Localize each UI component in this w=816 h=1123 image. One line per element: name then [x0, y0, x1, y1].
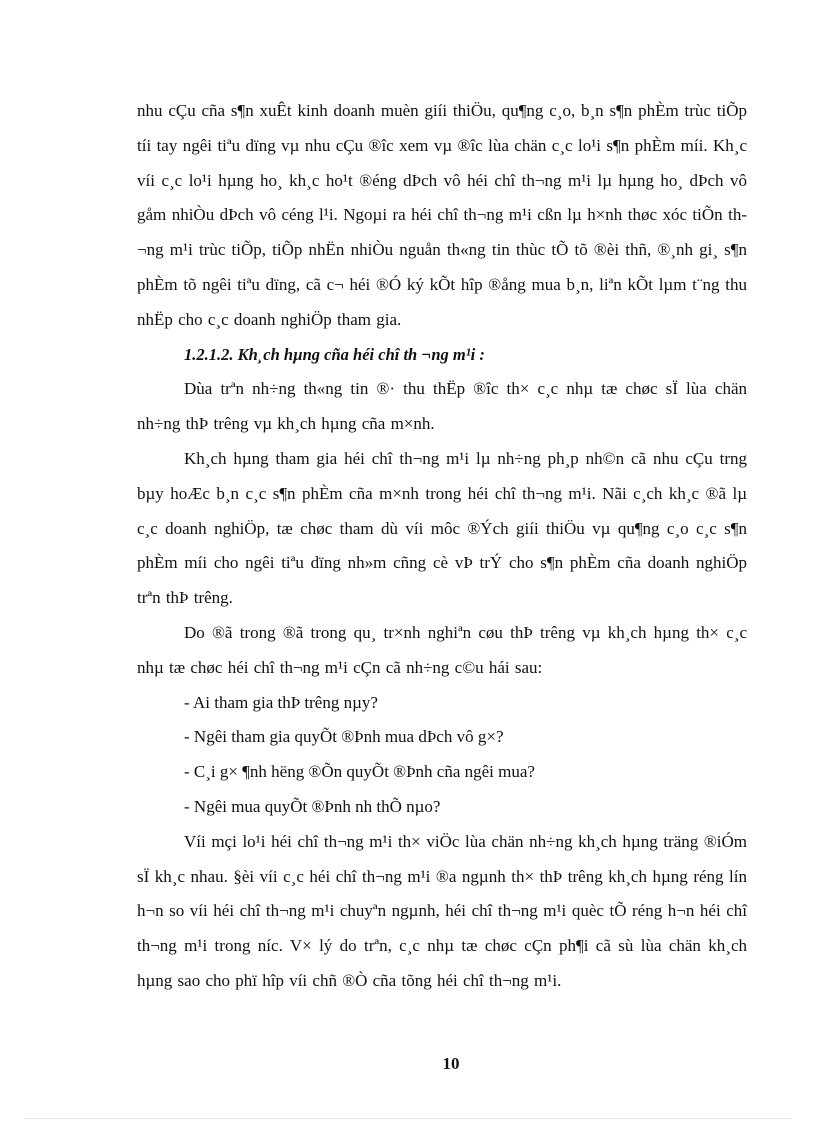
paragraph-target-customers: Víi mçi lo¹i héi chî th¬ng m¹i th× viÖc lùa chän nh÷ng kh¸ch hµng träng ®iÓm sÏ kh¸c nhau. §èi víi c¸c héi chî th¬ng m¹i ®a ngµnh th× thÞ trêng kh¸ch hµng réng lín h¬n so víi héi chî th¬ng m¹i chuyªn ngµnh, héi chî th¬ng m¹i quèc tÕ réng h¬n héi chî th¬ng m¹i trong níc. V× lý do trªn, c¸c nhµ tæ chøc cÇn ph¶i cã sù lùa chän kh¸ch hµng sao cho phï hîp víi chñ ®Ò cña tõng héi chî th¬ng m¹i. [137, 831, 747, 990]
question-item: - Ngêi mua quyÕt ®Þnh nh thÕ nµo? [184, 796, 441, 816]
question-item: - C¸i g× ¶nh hëng ®Õn quyÕt ®Þnh cña ngêi mua? [184, 762, 535, 782]
page-number: 10 [442, 1054, 460, 1073]
paragraph-market-selection: Dùa trªn nh÷ng th«ng tin ®· thu thËp ®îc th× c¸c nhµ tæ chøc sÏ lùa chän nh÷ng thÞ trêng vµ kh¸ch hµng cña m×nh. [137, 379, 747, 434]
paragraph-intro: nhu cÇu cña s¶n xuÊt kinh doanh muèn giíi thiÖu, qu¶ng c¸o, b¸n s¶n phÈm trùc tiÕp tíi tay ngêi tiªu dïng vµ nhu cÇu ®îc xem vµ ®îc lùa chän c¸c lo¹i s¶n phÈm míi. Kh¸c víi c¸c lo¹i hµng ho¸ kh¸c ho¹t ®éng dÞch vô héi chî th¬ng m¹i lµ hµng ho¸ dÞch vô gåm nhiÒu dÞch vô céng l¹i. Ngoµi ra héi chî th¬ng m¹i cßn lµ h×nh thøc xóc tiÕn th¬ng m¹i trùc tiÕp, tiÕp nhËn nhiÒu nguån th«ng tin thùc tÕ tõ ®èi thñ, ®¸nh gi¸ s¶n phÈm tõ ngêi tiªu dïng, cã c¬ héi ®Ó ký kÕt hîp ®ång mua b¸n, liªn kÕt lµm t¨ng thu nhËp cho c¸c doanh nghiÖp tham gia. [137, 101, 747, 329]
page-bottom-divider [24, 1118, 792, 1119]
question-item: - Ai tham gia thÞ trêng nµy? [184, 692, 378, 712]
document-body [137, 94, 747, 999]
paragraph-customer-definition: Kh¸ch hµng tham gia héi chî th¬ng m¹i lµ nh÷ng ph¸p nh©n cã nhu cÇu trng bµy hoÆc b¸n c¸c s¶n phÈm cña m×nh trong héi chî th¬ng m¹i. Nãi c¸ch kh¸c ®ã lµ c¸c doanh nghiÖp, tæ chøc tham dù víi môc ®Ých giíi thiÖu vµ qu¶ng c¸o c¸c s¶n phÈm míi cho ngêi tiªu dïng nh»m cñng cè vÞ trÝ cho s¶n phÈm cña doanh nghiÖp trªn thÞ trêng. [137, 448, 747, 608]
question-item: - Ngêi tham gia quyÕt ®Þnh mua dÞch vô g×? [184, 727, 504, 747]
section-heading: 1.2.1.2. Kh¸ch hµng cña héi chî th ¬ng m¹i : [184, 344, 485, 364]
paragraph-research-questions: Do ®ã trong ®ã trong qu¸ tr×nh nghiªn cøu thÞ trêng vµ kh¸ch hµng th× c¸c nhµ tæ chøc héi chî th¬ng m¹i cÇn cã nh÷ng c©u hái sau: [137, 622, 747, 677]
